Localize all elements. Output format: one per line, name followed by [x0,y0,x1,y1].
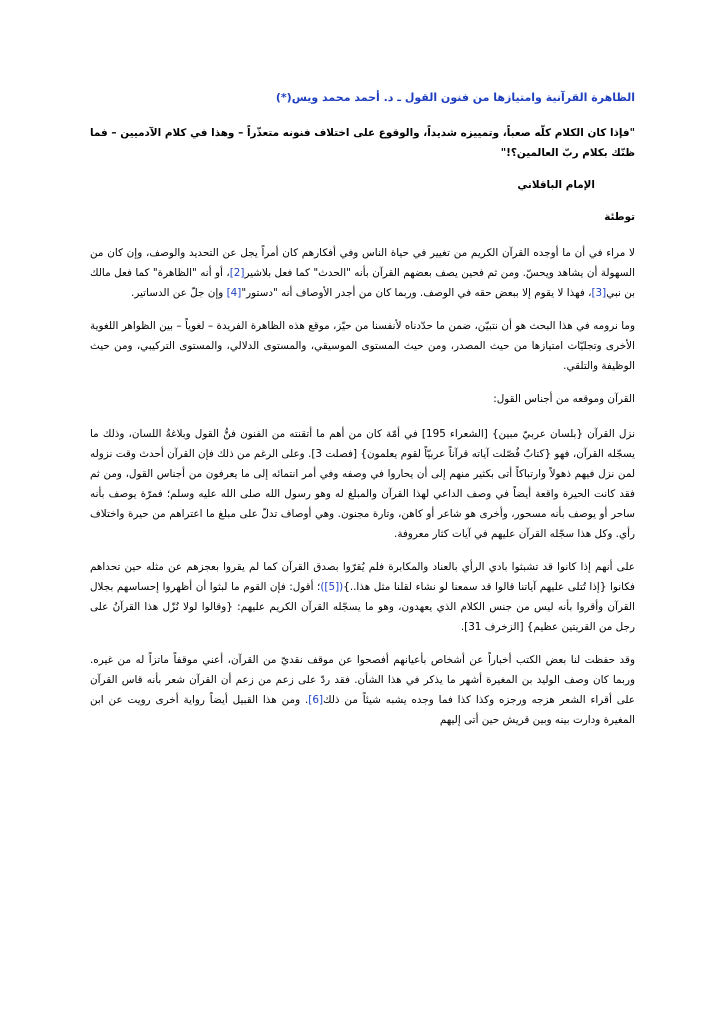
footnote-ref-4[interactable]: [4] [226,287,242,299]
paragraph-1 [90,243,635,303]
paragraph-4-text-a: على أنهم إذا كانوا قد تشبثوا بادي الرأي بالعناد والمكابرة فلم يُقرّوا بصدق القرآن كما لم يقروا بعجزهم عن مثله حين تحداهم فكانوا {إذا تُتلى عليهم آياتنا قالوا قد سمعنا لو نشاء لقلنا مثل هذا..} [90,561,635,593]
paragraph-4 [90,557,635,637]
paragraph-3: نزل القرآن {بلسان عربيّ مبين} [الشعراء 195] في أمّة كان من أهم ما أتقنته من الفنون فنُّ القول وبلاغةُ اللسان، وذلك ما يسجّله القرآن، فهو {كتابٌ فُصّلت آياته قرآناً عربيّاً لقوم يعلمون} [فصلت 3]. وعلى الرغم من ذلك فإن القرآن أحدث وقت نزوله لمن نزل فيهم ذهولاً وارتباكاً أتى بكثير منهم إلى أن يحاروا في وصفه وفي أمر انتمائه إلى ما يعرفون من أجناس القول، ومن ثم فقد كانت الحيرة واقعة أيضاً في وصف الداعي لهذا القرآن والمبلغ له وهو رسول الله صلى الله عليه وسلم؛ فمرّة يوصف بأنه ساحر أو يوصف بأنه مسحور، وأخرى هو شاعر أو كاهن، وتارة مجنون. وهي أوصاف تدلّ على مبلغ ما اعتراهم من حيرة واختلاف رأي. وكل هذا سجّله القرآن عليهم في آيات كثار معروفة. [90,428,636,540]
paragraph-1-text-d: وإن جلّ عن الدساتير. [131,287,227,299]
paragraph-5-text-a: وقد حفظت لنا بعض الكتب أخباراً عن أشخاص بأعيانهم أفصحوا عن موقف نقديّ من القرآن، أعني موقفاً ماتزاً له من غيره. وربما كان وصف الوليد بن المغيرة أشهر ما يذكر في هذا الشأن. فقد ردّ على زعم من زعم أن القرآن شعر بأنه قاس القرآن على أقراء الشعر هزجه ورجزه وكذا كذا فما وجده يشبه شيئاً من ذلك [90,654,635,706]
paragraph-1-text-a: لا مراء في أن ما أوجده القرآن الكريم من تغيير في حياة الناس وفي أفكارهم كان أمراً يجل عن التحديد والوصف، وإن كان من السهولة أن يشاهد ويحسّ. ومن ثم فحين يصف بعضهم القرآن بأنه "الحدث" كما فعل بلاشير [90,247,635,279]
paragraph-5 [90,650,635,730]
document-page [90,88,635,743]
paragraph-1-text-b: ، أو أنه "الظاهرة" كما فعل مالك بن نبي [90,267,635,299]
paragraph-4-text-b: ؛ أقول: فإن القوم ما لبثوا أن أظهروا إحساسهم بجلال القرآن وأقروا بأنه ليس من جنس الكلام الذي يعهدون، وهو ما يسجّله القرآن الكريم عليهم: {وقالوا لولا نُزّل هذا القرآنُ على رجل من القريتين عظيم} [الزخرف 31]. [90,581,635,633]
paragraph-1-text-c: ، فهذا لا يقوم إلا ببعض حقه في الوصف. وربما كان من أجدر الأوصاف أنه "دستور" [241,287,592,299]
heading-introduction: توطئة [604,211,635,223]
epigraph-quote: "فإذا كان الكلام كلّه صعباً، وتمييزه شديداً، والوقوع على اختلاف فنونه متعذّراً – وهذا في كلام الآدميين – فما ظنّك بكلام ربّ العالمين؟!" [90,127,635,159]
footnote-ref-5[interactable]: ([5]) [320,581,344,593]
section-heading: القرآن وموقعه من أجناس القول: [493,393,635,405]
paragraph-5-text-b: . ومن هذا القبيل أيضاً رواية أخرى رويت عن ابن المغيرة ودارت بينه وبين قريش حين أتى إليهم [90,694,635,726]
footnote-ref-6[interactable]: [6] [308,694,323,706]
paragraph-2: وما نرومه في هذا البحث هو أن نتبيّن، ضمن ما حدّدناه لأنفسنا من حيّز، موقع هذه الظاهرة الفريدة – لغوياً – بين الظواهر اللغوية الأخرى وتجليّات امتيازها من حيث المصدر، ومن حيث المستوى الموسيقي، والمستوى الدلالي، والمستوى التركيبي، ومن حيث الوظيفة والتلقي. [90,320,635,372]
title-text: الظاهرة القرآنية وامتيازها من فنون القول ـ د. أحمد محمد ويس(*) [275,91,635,104]
footnote-ref-3[interactable]: [3] [591,287,607,299]
epigraph-author: الإمام الباقلاني [517,179,595,191]
document-title [90,88,635,108]
footnote-ref-2[interactable]: [2] [229,267,245,279]
